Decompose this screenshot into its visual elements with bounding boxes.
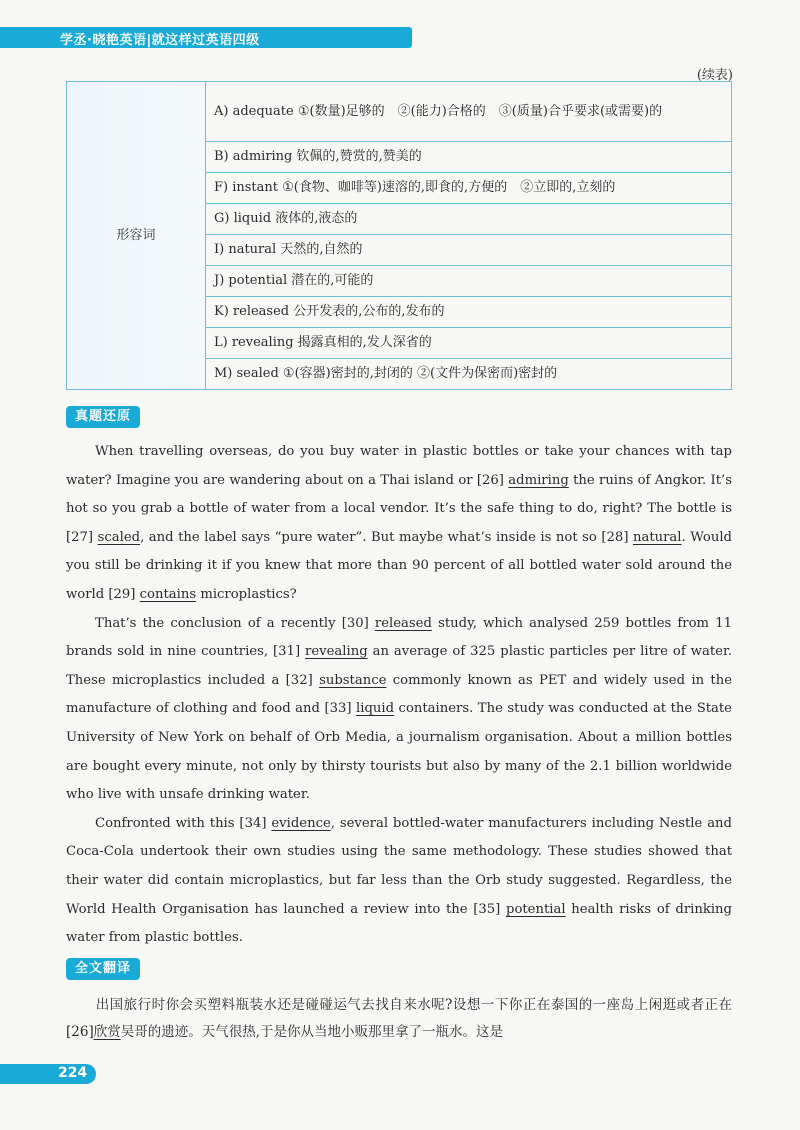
passage-text: health risks of drinking water from plastic bottles.	[66, 901, 732, 946]
page-number: 224	[58, 1065, 88, 1081]
series-header-bar	[0, 27, 412, 48]
passage-text: microplastics?	[196, 586, 297, 602]
answer-30: released	[374, 615, 432, 631]
answer-26: admiring	[508, 472, 569, 488]
translation-answer-26: 欣赏	[93, 1024, 121, 1040]
vocab-row: K) released 公开发表的,公布的,发布的	[206, 297, 732, 328]
passage-text: containers. The study was conducted at the State University of New York on behalf of Orb Media, a journalism organisation. About a million bottles are bought every minute, not only by thirsty tourists but also by many of the 2.1 billion worldwide who live with unsafe drinking water.	[66, 701, 732, 803]
vocab-row: F) instant ①(食物、咖啡等)速溶的,即食的,方便的 ②立即的,立刻的	[206, 173, 732, 204]
section-title-original: 真题还原	[66, 406, 140, 428]
answer-35: potential	[506, 901, 566, 917]
passage-text: . Would you still be drinking it if you knew that more than 90 percent of all bottled water sold around the world [29]	[66, 529, 732, 602]
translation-text: 吴哥的遗迹。天气很热,于是你从当地小贩那里拿了一瓶水。这是	[120, 1024, 504, 1040]
translation-text: 出国旅行时你会买塑料瓶装水还是碰碰运气去找自来水呢?设想一下你正在泰国的一座岛上闲逛或者正在[26]	[66, 997, 732, 1040]
vocab-row: G) liquid 液体的,液态的	[206, 204, 732, 235]
vocab-category: 形容词	[116, 227, 156, 243]
page-number-tab	[0, 1064, 96, 1084]
answer-34: evidence	[271, 815, 331, 831]
answer-32: substance	[319, 672, 387, 688]
passage-text: Confronted with this [34]	[95, 815, 272, 831]
answer-27: scaled	[97, 529, 141, 545]
passage	[66, 438, 732, 953]
vocab-table	[66, 81, 732, 390]
vocab-row: B) admiring 钦佩的,赞赏的,赞美的	[206, 142, 732, 173]
passage-text: study, which analysed 259 bottles from 11 brands sold in nine countries, [31]	[66, 615, 732, 660]
passage-text: an average of 325 plastic particles per litre of water. These microplastics included a [32]	[66, 644, 732, 688]
passage-text: That’s the conclusion of a recently [30]	[95, 615, 375, 631]
vocab-row: A) adequate ①(数量)足够的 ②(能力)合格的 ③(质量)合乎要求(或需要)的	[206, 82, 732, 142]
vocab-row: I) natural 天然的,自然的	[206, 235, 732, 266]
vocab-row: M) sealed ①(容器)密封的,封闭的 ②(文件为保密而)密封的	[206, 359, 732, 390]
answer-29: contains	[139, 586, 197, 602]
translation-paragraph	[66, 992, 732, 1046]
passage-text: , and the label says “pure water”. But maybe what’s inside is not so [28]	[140, 529, 633, 545]
passage-paragraph	[66, 610, 732, 810]
section-title-translation: 全文翻译	[66, 958, 140, 980]
answer-28: natural	[632, 529, 682, 545]
answer-33: liquid	[356, 701, 395, 717]
series-title: 学丞·晓艳英语|就这样过英语四级	[60, 33, 260, 48]
answer-31: revealing	[305, 644, 368, 660]
translation	[66, 992, 732, 1046]
passage-paragraph	[66, 810, 732, 953]
passage-text: , several bottled-water manufacturers including Nestle and Coca-Cola undertook their own studies using the same methodology. These studies showed that their water did contain microplastics, but far less than the Orb study suggested. Regardless, the World Health Organisation has launched a review into the [35]	[66, 815, 732, 917]
passage-text: When travelling overseas, do you buy water in plastic bottles or take your chances with tap water? Imagine you are wandering about on a Thai island or [26]	[66, 444, 732, 488]
passage-text: commonly known as PET and widely used in the manufacture of clothing and food and [33]	[66, 672, 732, 717]
passage-paragraph	[66, 438, 732, 610]
passage-text: the ruins of Angkor. It’s hot so you grab a bottle of water from a local vendor. It’s the safe thing to do, right? The bottle is [27]	[66, 472, 732, 545]
continued-label: (续表)	[696, 68, 733, 83]
vocab-category-cell	[67, 82, 206, 390]
vocab-row: L) revealing 揭露真相的,发人深省的	[206, 328, 732, 359]
vocab-row: J) potential 潜在的,可能的	[206, 266, 732, 297]
